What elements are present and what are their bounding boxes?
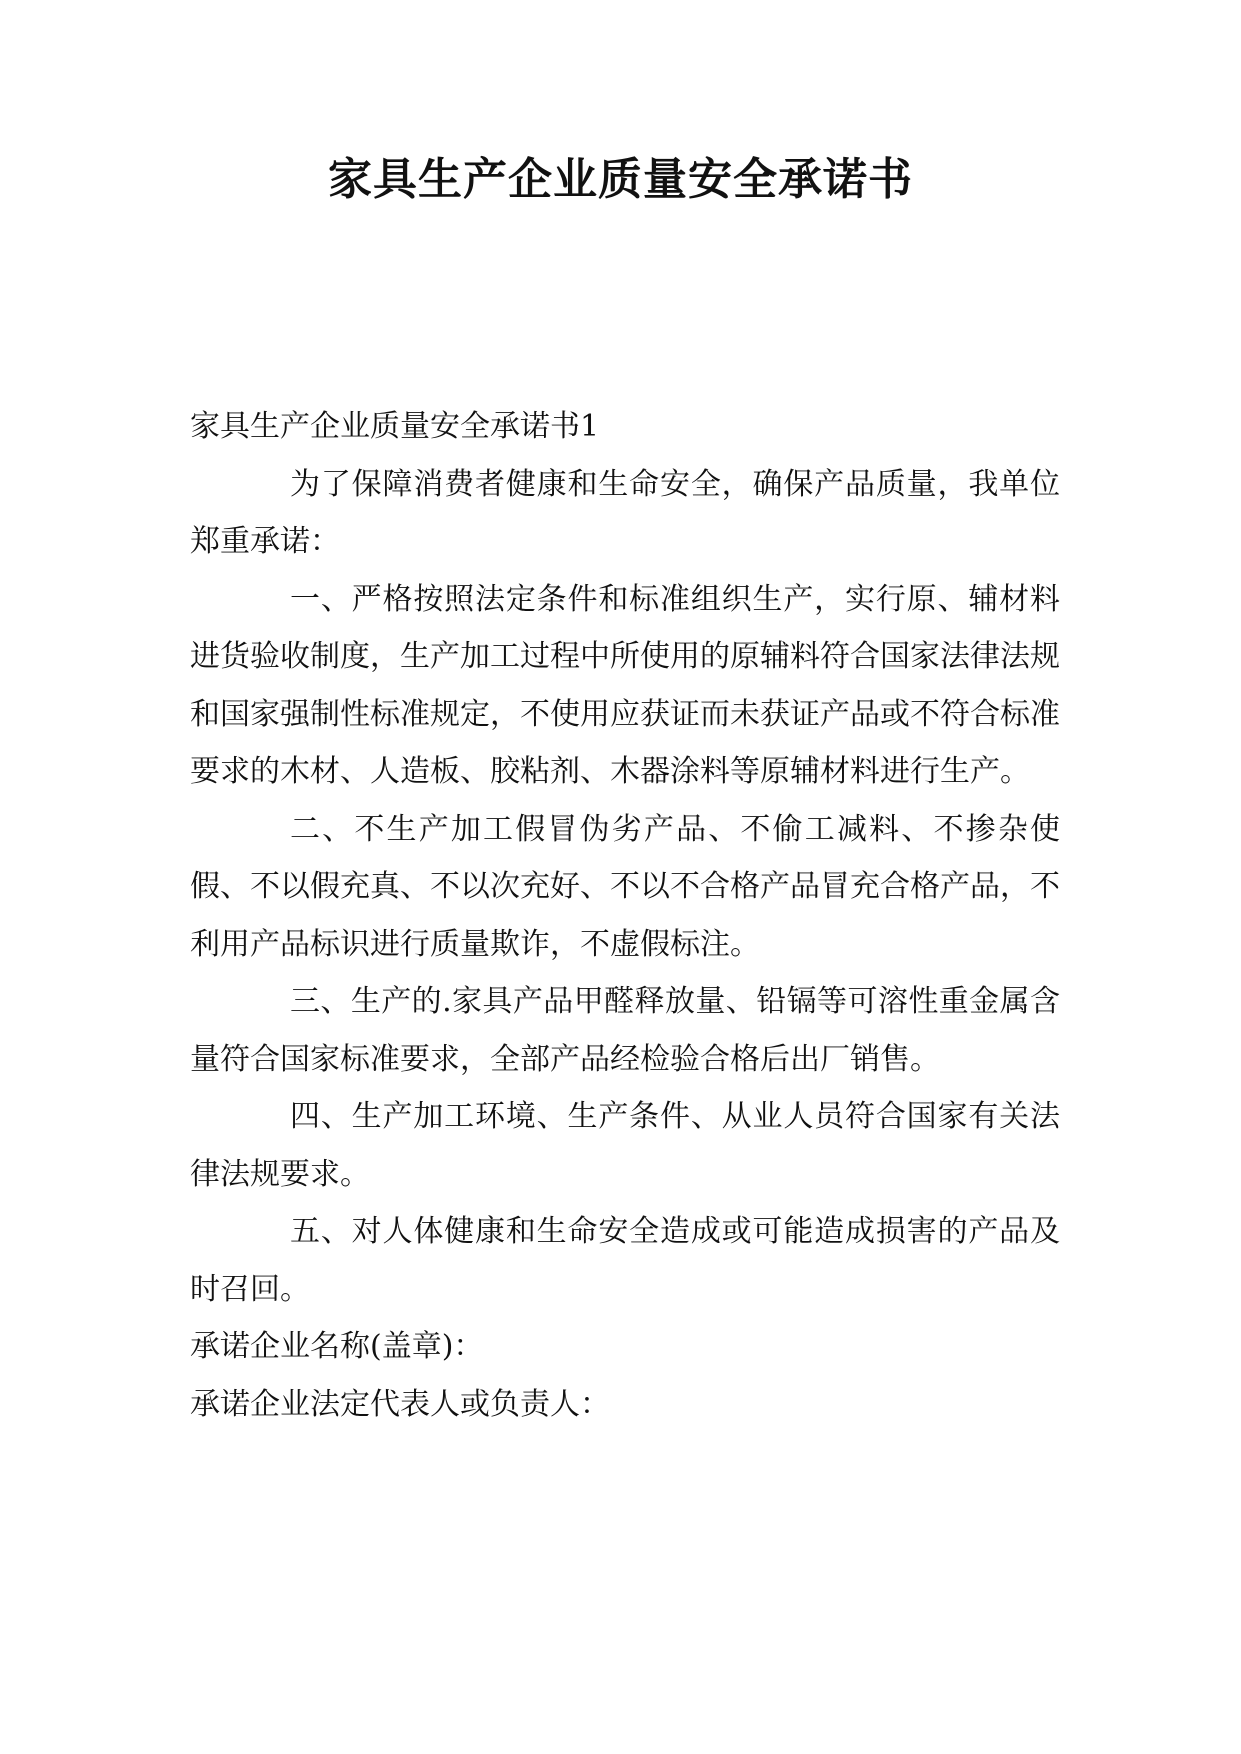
- paragraph-item-3: 三、生产的.家具产品甲醛释放量、铅镉等可溶性重金属含量符合国家标准要求，全部产品经检验合格后出厂销售。: [190, 984, 1060, 1077]
- document-body: [190, 398, 1060, 1433]
- paragraph-item-2: 二、不生产加工假冒伪劣产品、不偷工减料、不掺杂使假、不以假充真、不以次充好、不以不合格产品冒充合格产品，不利用产品标识进行质量欺诈，不虚假标注。: [190, 811, 1060, 962]
- paragraph-intro: 为了保障消费者健康和生命安全，确保产品质量，我单位郑重承诺：: [190, 466, 1060, 559]
- signature-legal-representative: 承诺企业法定代表人或负责人：: [190, 1386, 610, 1422]
- paragraph-item-4: 四、生产加工环境、生产条件、从业人员符合国家有关法律法规要求。: [190, 1099, 1060, 1192]
- paragraph-item-1: 一、严格按照法定条件和标准组织生产，实行原、辅材料进货验收制度，生产加工过程中所使用的原辅料符合国家法律法规和国家强制性标准规定，不使用应获证而未获证产品或不符合标准要求的木材、人造板、胶粘剂、木器涂料等原辅材料进行生产。: [190, 581, 1060, 789]
- document-subtitle: 家具生产企业质量安全承诺书1: [190, 409, 600, 444]
- document-title: 家具生产企业质量安全承诺书: [328, 154, 913, 205]
- paragraph-item-5: 五、对人体健康和生命安全造成或可能造成损害的产品及时召回。: [190, 1214, 1060, 1307]
- signature-company-name: 承诺企业名称(盖章)：: [190, 1329, 484, 1364]
